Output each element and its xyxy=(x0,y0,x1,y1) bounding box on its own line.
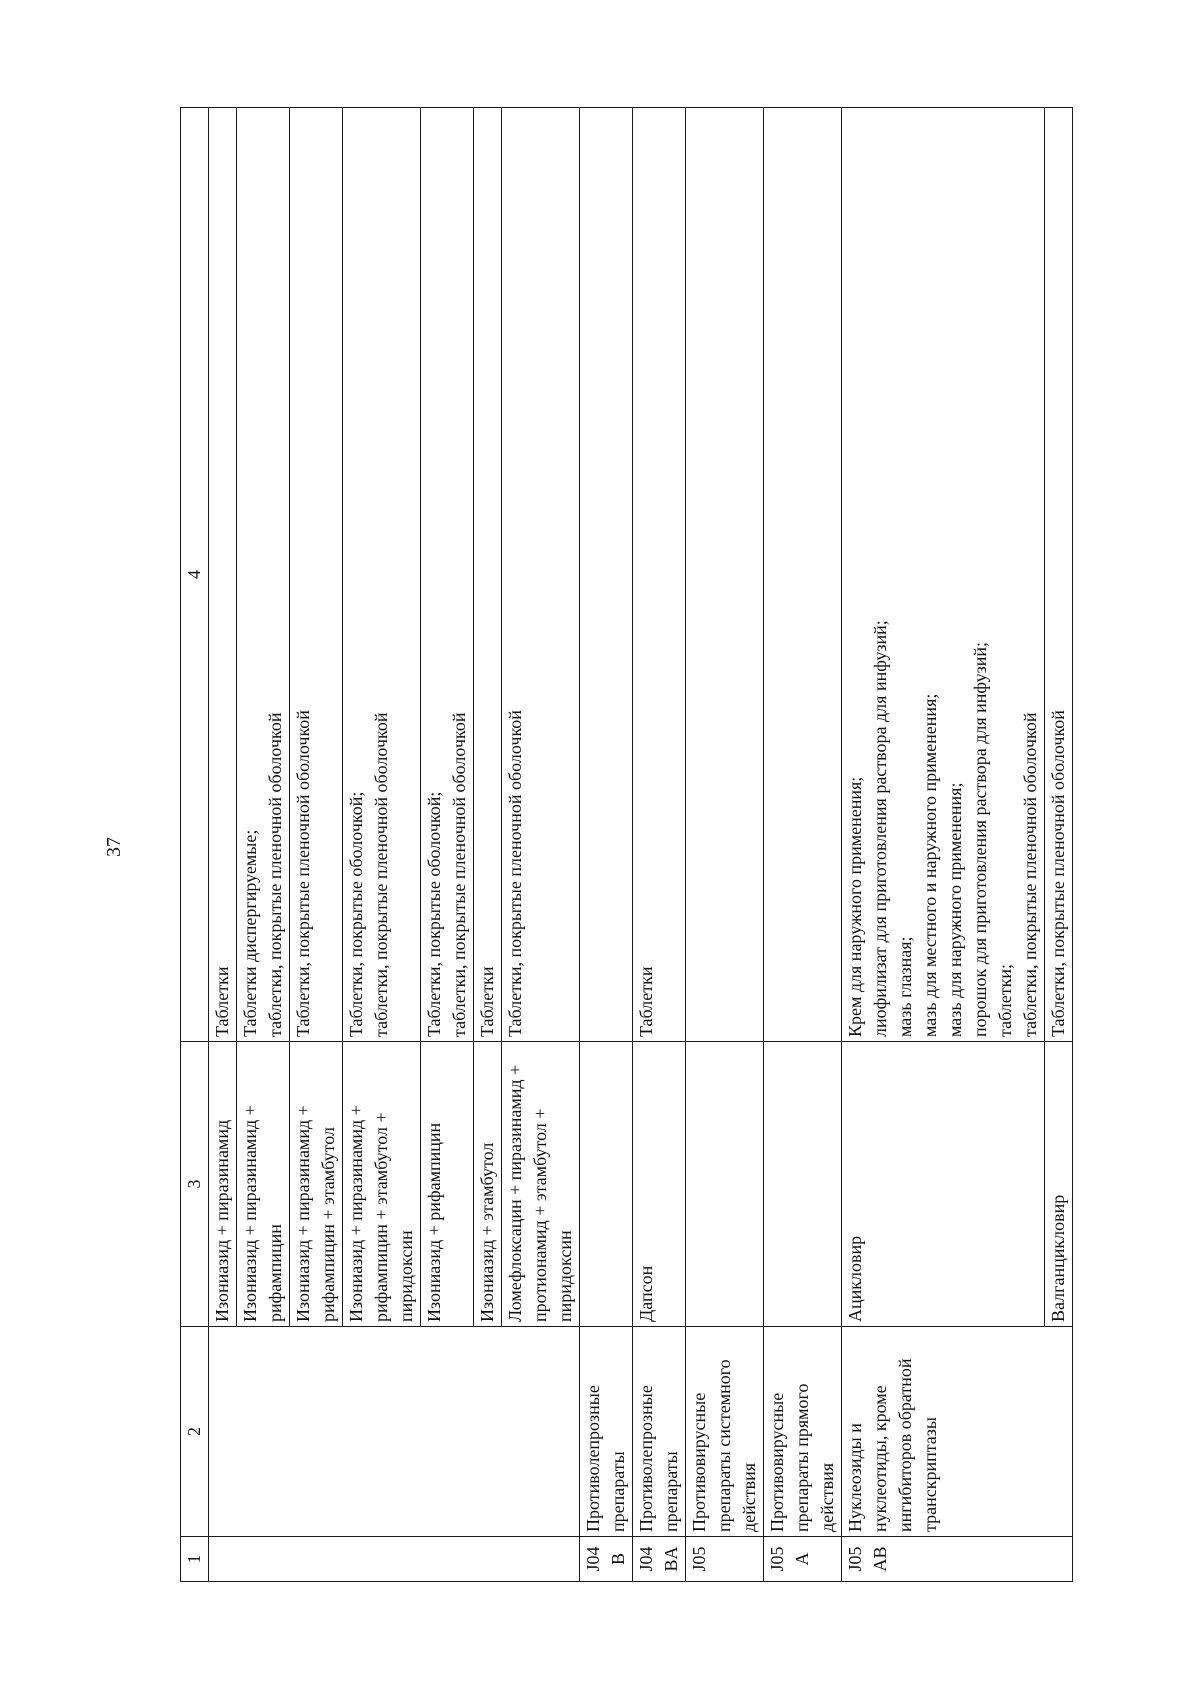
forms-cell xyxy=(764,108,842,1042)
forms-cell: Таблетки, покрытые оболочкой; таблетки, покрытые пленочной оболочкой xyxy=(421,108,474,1042)
table-row xyxy=(764,108,842,1582)
group-cell: Нуклеозиды и нуклеотиды, кроме ингибиторов обратной транскриптазы xyxy=(842,1327,1073,1537)
drug-cell: Изониазид + рифампицин xyxy=(421,1042,474,1327)
col-3-header: 3 xyxy=(181,1042,209,1327)
drug-cell: Ацикловир xyxy=(842,1042,1045,1327)
rotated-table-container xyxy=(180,108,1068,1582)
forms-cell: Таблетки, покрытые пленочной оболочкой xyxy=(290,108,343,1042)
drug-cell: Изониазид + пиразинамид + рифампицин xyxy=(237,1042,290,1327)
drug-cell xyxy=(764,1042,842,1327)
page-number: 37 xyxy=(103,837,125,857)
forms-cell: Таблетки диспергируемые; таблетки, покрытые пленочной оболочкой xyxy=(237,108,290,1042)
group-cell: Противовирусные препараты системного действия xyxy=(686,1327,764,1537)
group-cell: Противолепрозные препараты xyxy=(633,1327,686,1537)
code-cell: J04B xyxy=(580,1537,633,1582)
drug-cell: Ломефлоксацин + пиразинамид + протионамид + этамбутол + пиридоксин xyxy=(502,1042,580,1327)
forms-cell: Таблетки, покрытые пленочной оболочкой xyxy=(1045,108,1073,1042)
code-cell: J04BA xyxy=(633,1537,686,1582)
drug-cell: Валганцикловир xyxy=(1045,1042,1073,1327)
drug-cell: Дапсон xyxy=(633,1042,686,1327)
table-row xyxy=(580,108,633,1582)
drug-cell: Изониазид + пиразинамид + рифампицин + этамбутол xyxy=(290,1042,343,1327)
code-cell xyxy=(209,1537,580,1582)
forms-cell: Таблетки, покрытые пленочной оболочкой xyxy=(502,108,580,1042)
forms-cell: Таблетки, покрытые оболочкой; таблетки, покрытые пленочной оболочкой xyxy=(343,108,421,1042)
col-2-header: 2 xyxy=(181,1327,209,1537)
col-4-header: 4 xyxy=(181,108,209,1042)
drug-cell: Изониазид + пиразинамид xyxy=(209,1042,237,1327)
drug-cell xyxy=(686,1042,764,1327)
forms-cell xyxy=(686,108,764,1042)
drug-table xyxy=(180,107,1073,1582)
drug-cell xyxy=(580,1042,633,1327)
code-cell: J05AB xyxy=(842,1537,1073,1582)
col-1-header: 1 xyxy=(181,1537,209,1582)
group-cell xyxy=(209,1327,580,1537)
table-row xyxy=(209,108,237,1582)
forms-cell: Таблетки xyxy=(209,108,237,1042)
forms-cell xyxy=(580,108,633,1042)
forms-cell: Крем для наружного применения; лиофилизат для приготовления раствора для инфузий; мазь глазная; мазь для местного и наружного применения; мазь для наружного применения; порошок для приготовления раствора для инфузий; таблетки; таблетки, покрытые пленочной оболочкой xyxy=(842,108,1045,1042)
code-cell: J05A xyxy=(764,1537,842,1582)
code-cell: J05 xyxy=(686,1537,764,1582)
group-cell: Противолепрозные препараты xyxy=(580,1327,633,1537)
drug-cell: Изониазид + этамбутол xyxy=(474,1042,502,1327)
forms-cell: Таблетки xyxy=(474,108,502,1042)
forms-cell: Таблетки xyxy=(633,108,686,1042)
table-row xyxy=(842,108,1045,1582)
table-row xyxy=(686,108,764,1582)
table-row xyxy=(633,108,686,1582)
table-header-row xyxy=(181,108,209,1582)
drug-cell: Изониазид + пиразинамид + рифампицин + этамбутол + пиридоксин xyxy=(343,1042,421,1327)
group-cell: Противовирусные препараты прямого действия xyxy=(764,1327,842,1537)
